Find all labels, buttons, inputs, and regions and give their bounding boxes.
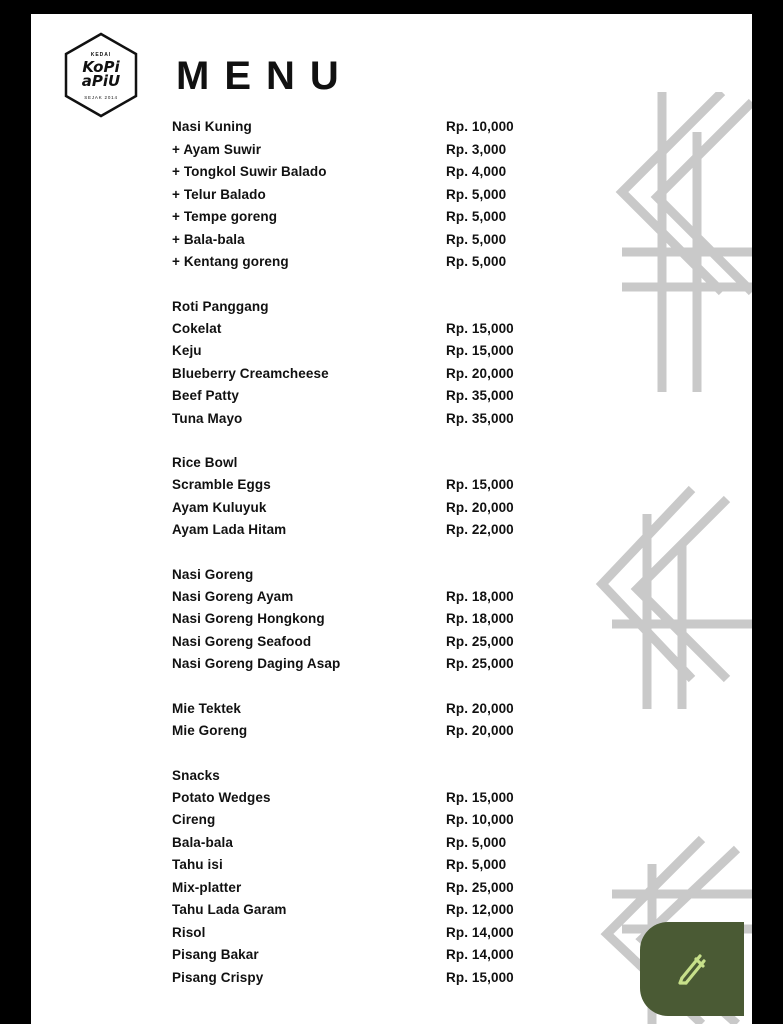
item-price: Rp. 35,000 [446,388,514,403]
menu-row [172,142,752,165]
brand-logo [63,32,139,118]
item-name: + Telur Balado [172,186,266,202]
menu-row [172,343,752,366]
item-name: Cokelat [172,320,222,336]
item-name: + Ayam Suwir [172,141,262,157]
item-price: Rp. 4,000 [446,164,507,179]
item-name: Nasi Goreng Hongkong [172,611,325,626]
item-name: Tahu isi [172,857,223,872]
item-price: Rp. 20,000 [446,723,514,738]
item-price: Rp. 25,000 [446,879,514,895]
section-heading: Mie Tektek [172,700,242,716]
item-name: Ayam Kuluyuk [172,499,267,515]
section-heading: Rice Bowl [172,455,238,470]
section-heading: Nasi Goreng [172,566,254,582]
item-name: Mix-platter [172,879,242,895]
menu-row [172,477,752,500]
menu-row [172,611,752,634]
item-name: Scramble Eggs [172,477,271,492]
item-price: Rp. 25,000 [446,656,514,671]
item-price: Rp. 15,000 [446,320,514,336]
menu-row [172,701,752,724]
item-name: Potato Wedges [172,789,271,805]
menu-row [172,254,752,277]
edit-fab-button[interactable] [640,922,744,1016]
item-name: Nasi Goreng Ayam [172,588,294,604]
item-price: Rp. 20,000 [446,499,514,515]
item-name: + Kentang goreng [172,254,289,269]
item-price: Rp. 14,000 [446,924,514,940]
item-price: Rp. 5,000 [446,186,507,202]
item-name: Pisang Crispy [172,969,264,985]
menu-row [172,232,752,255]
item-price: Rp. 12,000 [446,902,514,917]
item-price: Rp. 15,000 [446,343,514,358]
item-name: Nasi Goreng Seafood [172,633,312,649]
menu-row [172,366,752,389]
page-title: MENU [176,54,354,98]
menu-row [172,857,752,880]
item-price: Rp. 5,000 [446,254,507,269]
menu-section [172,567,752,679]
item-price: Rp. 18,000 [446,588,514,604]
item-price: Rp. 5,000 [446,209,507,224]
menu-section [172,455,752,545]
menu-section [172,299,752,434]
item-name: + Tempe goreng [172,209,278,224]
menu-row [172,835,752,858]
item-name: Ayam Lada Hitam [172,522,287,537]
item-price: Rp. 3,000 [446,141,507,157]
item-name: Nasi Goreng Daging Asap [172,656,341,671]
menu-row [172,187,752,210]
menu-row [172,209,752,232]
logo-top-text: KEDAI [90,52,112,58]
menu-row [172,812,752,835]
menu-row [172,880,752,903]
item-name: Tuna Mayo [172,410,243,426]
logo-main-text: KoPi aPiU [81,58,121,90]
menu-row [172,723,752,746]
menu-section [172,701,752,746]
menu-sections [31,119,752,1024]
item-price: Rp. 25,000 [446,633,514,649]
item-name: Blueberry Creamcheese [172,365,329,381]
item-price: Rp. 35,000 [446,410,514,426]
item-price: Rp. 18,000 [446,611,514,626]
menu-document [31,14,752,1024]
item-price: Rp. 15,000 [446,477,514,492]
section-heading: Nasi Kuning [172,119,252,134]
item-price: Rp. 5,000 [446,834,507,850]
item-price: Rp. 22,000 [446,522,514,537]
section-heading: Snacks [172,767,220,783]
item-name: Beef Patty [172,388,240,403]
menu-row [172,522,752,545]
item-name: + Tongkol Suwir Balado [172,164,327,179]
item-price: Rp. 20,000 [446,365,514,381]
menu-row [172,119,752,142]
item-name: Tahu Lada Garam [172,902,287,917]
item-price: Rp. 15,000 [446,969,514,985]
menu-row [172,164,752,187]
item-name: Risol [172,924,206,940]
menu-row [172,388,752,411]
menu-section [172,119,752,277]
menu-header [31,14,752,119]
menu-row [172,790,752,813]
item-price: Rp. 10,000 [446,812,514,827]
menu-row [172,500,752,523]
item-price: Rp. 20,000 [446,700,514,716]
menu-row [172,411,752,434]
item-price: Rp. 5,000 [446,231,507,247]
menu-row [172,656,752,679]
item-name: Bala-bala [172,834,233,850]
section-heading: Roti Panggang [172,298,269,314]
item-name: + Bala-bala [172,231,245,247]
item-price: Rp. 14,000 [446,947,514,962]
item-price: Rp. 15,000 [446,789,514,805]
item-name: Pisang Bakar [172,947,259,962]
logo-bottom-text: SEJAK 2014 [84,95,118,100]
item-name: Keju [172,343,202,358]
item-price: Rp. 10,000 [446,119,514,134]
item-price: Rp. 5,000 [446,857,507,872]
item-name: Cireng [172,812,216,827]
menu-row [172,321,752,344]
menu-row [172,634,752,657]
item-name: Mie Goreng [172,723,248,738]
pen-strike-icon [670,947,714,991]
menu-row [172,589,752,612]
